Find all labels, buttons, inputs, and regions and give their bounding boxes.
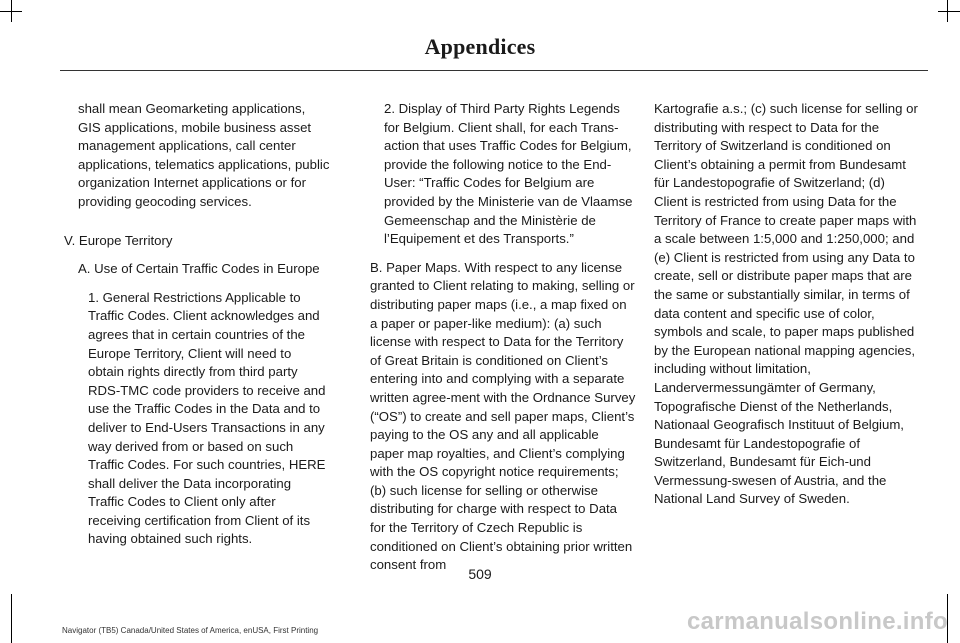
text-column-3 xyxy=(654,100,920,509)
paragraph: Kartografie a.s.; (c) such license for selling or distributing with respect to Data for the Territory of Switzerland is conditioned on Client’s obtaining a permit from Bundesamt für Landestopografie of Switzerland; (d) Client is restricted from using Data for the Territory of France to create paper maps with a scale between 1:5,000 and 1:250,000; and (e) Client is restricted from using any Data to create, sell or distribute paper maps that are the same or substantially similar, in terms of data content and specific use of color, symbols and scale, to paper maps published by the European national mapping agencies, including without limitation, Landervermessungämter of Germany, Topografische Dienst of the Netherlands, Nationaal Geografisch Instituut of Belgium, Bundesamt für Landestopografie of Switzerland, Bundesamt für Eich-und Vermessung-swesen of Austria, and the National Land Survey of Sweden. xyxy=(654,101,918,507)
text-column-2 xyxy=(370,100,636,575)
crop-mark xyxy=(938,11,960,12)
paragraph: 2. Display of Third Party Rights Legends for Belgium. Client shall, for each Trans-action that uses Traffic Codes for Belgium, provide the following notice to the End-User: “Traffic Codes for Belgium are provided by the Ministerie van de Vlaamse Gemeenschap and the Ministèrie de l’Equipement et des Transports.” xyxy=(384,101,633,247)
paragraph: shall mean Geomarketing applications, GIS applications, mobile business asset management applications, call center applications, telematics applications, public organization Internet applications or for providing geocoding services. xyxy=(78,101,330,209)
crop-mark xyxy=(0,11,22,12)
paragraph: B. Paper Maps. With respect to any license granted to Client relating to making, selling or distributing paper maps (i.e., a map fixed on a paper or paper-like medium): (a) such license with respect to Data for the Territory of Great Britain is conditioned on Client’s entering into and complying with a separate written agree-ment with the Ordnance Survey (“OS”) to create and sell paper maps, Client’s paying to the OS any and all applicable paper map royalties, and Client’s complying with the OS copyright notice requirements; (b) such license for selling or otherwise distributing for charge with respect to Data for the Territory of Czech Republic is conditioned on Client’s obtaining prior written consent from xyxy=(370,259,636,573)
paragraph: 1. General Restrictions Applicable to Traffic Codes. Client acknowledges and agrees that in certain countries of the Europe Territory, Client will need to obtain rights directly from third party RDS-TMC code providers to receive and use the Traffic Codes in the Data and to deliver to End-Users Transactions in any way derived from or based on such Traffic Codes. For such countries, HERE shall deliver the Data incorporating Traffic Codes to Client only after receiving certification from Client of its having obtained such rights. xyxy=(88,289,326,547)
page-number: 509 xyxy=(468,566,492,582)
footer-text: Navigator (TB5) Canada/United States of America, enUSA, First Printing xyxy=(62,626,319,635)
header-rule xyxy=(60,70,928,71)
section-heading: V. Europe Territory xyxy=(64,232,173,248)
page-title: Appendices xyxy=(424,34,536,59)
crop-mark xyxy=(11,594,12,643)
text-column-1 xyxy=(64,100,330,549)
watermark-logo: carmanualsonline.info xyxy=(686,608,948,635)
subsection-heading: A. Use of Certain Traffic Codes in Europe xyxy=(78,261,320,277)
